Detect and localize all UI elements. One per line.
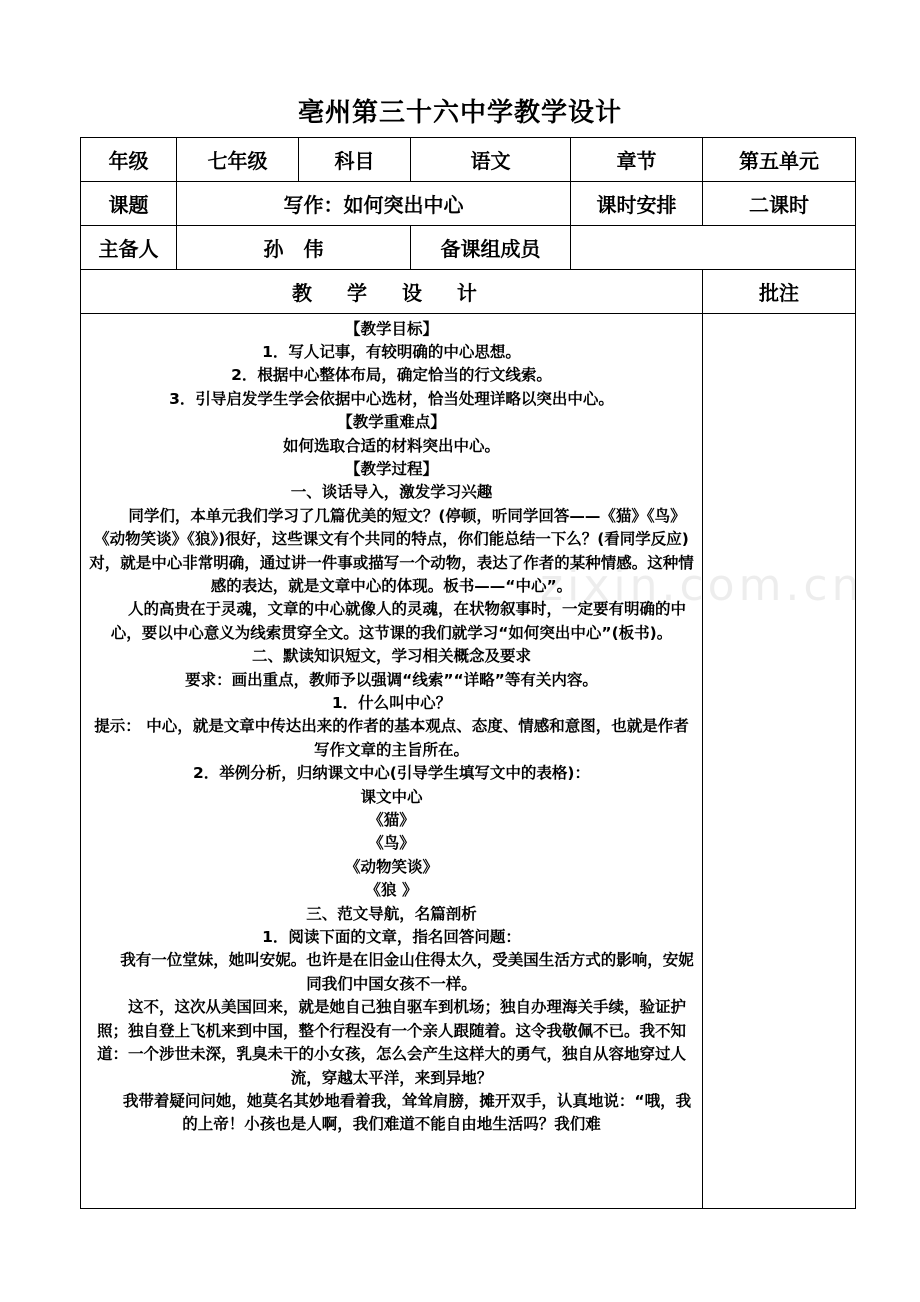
content-line: 2．举例分析，归纳课文中心(引导学生填写文中的表格)： [193, 764, 590, 783]
topic-value: 写作：如何突出中心 [177, 182, 571, 226]
schedule-label: 课时安排 [571, 182, 703, 226]
row-preparer [81, 226, 856, 270]
lesson-plan-table [80, 137, 856, 1209]
content-line: 1．阅读下面的文章，指名回答问题： [262, 928, 521, 947]
group-value [571, 226, 856, 270]
content-line: 要求：画出重点，教师予以强调“线索”“详略”等有关内容。 [185, 670, 598, 689]
notes-label: 批注 [703, 270, 856, 314]
notes-cell [703, 314, 856, 1209]
content-line: 【教学过程】 [344, 459, 438, 478]
chapter-label: 章节 [571, 138, 703, 182]
row-design-header [81, 270, 856, 314]
preparer-label: 主备人 [81, 226, 177, 270]
content-line: 《猫》 [368, 811, 415, 830]
content-line: 《狼 》 [365, 881, 418, 900]
content-line: 【教学重难点】 [337, 413, 446, 432]
grade-value: 七年级 [177, 138, 299, 182]
content-line: 《鸟》 [368, 834, 415, 853]
subject-label: 科目 [299, 138, 411, 182]
topic-label: 课题 [81, 182, 177, 226]
row-grade [81, 138, 856, 182]
content-line: 1．写人记事，有较明确的中心思想。 [262, 342, 521, 361]
content-line: 3．引导启发学生学会依据中心选材，恰当处理详略以突出中心。 [169, 389, 614, 408]
content-line: 【教学目标】 [344, 319, 438, 338]
content-line: 一、谈话导入，激发学习兴趣 [290, 483, 493, 502]
chapter-value: 第五单元 [703, 138, 856, 182]
subject-value: 语文 [411, 138, 571, 182]
content-line: 《动物笑谈》 [344, 857, 438, 876]
schedule-value: 二课时 [703, 182, 856, 226]
content-line: 我有一位堂妹，她叫安妮。也许是在旧金山住得太久，受美国生活方式的影响，安妮同我们中国女孩不一样。 [120, 951, 694, 993]
content-line: 2．根据中心整体布局，确定恰当的行文线索。 [231, 366, 552, 385]
content-line: 如何选取合适的材料突出中心。 [282, 436, 500, 455]
row-topic [81, 182, 856, 226]
content-line: 这不，这次从美国回来，就是她自己独自驱车到机场；独自办理海关手续，验证护照；独自登上飞机来到中国，整个行程没有一个亲人跟随着。这令我敬佩不已。我不知道：一个涉世未深，乳臭未干的小女孩，怎么会产生这样大的勇气，独自从容地穿过人流，穿越太平洋，来到异地？ [96, 998, 686, 1087]
document-title: 亳州第三十六中学教学设计 [297, 98, 622, 128]
content-line: 1．什么叫中心？ [331, 694, 452, 712]
design-label: 教 学 设 计 [81, 270, 703, 314]
content-line: 同学们，本单元我们学习了几篇优美的短文？(停顿，听同学回答——《猫》《鸟》《动物笑谈》《狼》)很好，这些课文有个共同的特点，你们能总结一下么？(看同学反应)对，就是中心非常明确，通过讲一件事或描写一个动物，表达了作者的某种情感。这种情感的表达，就是文章中心的体现。板书——“中心”。 [89, 506, 694, 595]
content-line: 三、范文导航，名篇剖析 [306, 904, 477, 923]
grade-label: 年级 [81, 138, 177, 182]
design-content [81, 315, 702, 1208]
content-line: 人的高贵在于灵魂，文章的中心就像人的灵魂，在状物叙事时，一定要有明确的中心，要以中心意义为线索贯穿全文。这节课的我们就学习“如何突出中心”(板书)。 [110, 600, 686, 642]
watermark: zixin.com.cn [540, 560, 864, 611]
content-line: 提示： 中心，就是文章中传达出来的作者的基本观点、态度、情感和意图，也就是作者写作文章的主旨所在。 [94, 717, 689, 759]
group-label: 备课组成员 [411, 226, 571, 270]
content-line: 我带着疑问问她，她莫名其妙地看着我，耸耸肩膀，摊开双手，认真地说：“哦，我的上帝！小孩也是人啊，我们难道不能自由地生活吗？我们难 [122, 1091, 692, 1134]
preparer-value: 孙 伟 [177, 226, 411, 270]
content-line: 课文中心 [360, 787, 423, 806]
content-line: 二、默读知识短文，学习相关概念及要求 [251, 647, 531, 666]
row-content [81, 314, 856, 1209]
design-content-cell [81, 314, 703, 1209]
